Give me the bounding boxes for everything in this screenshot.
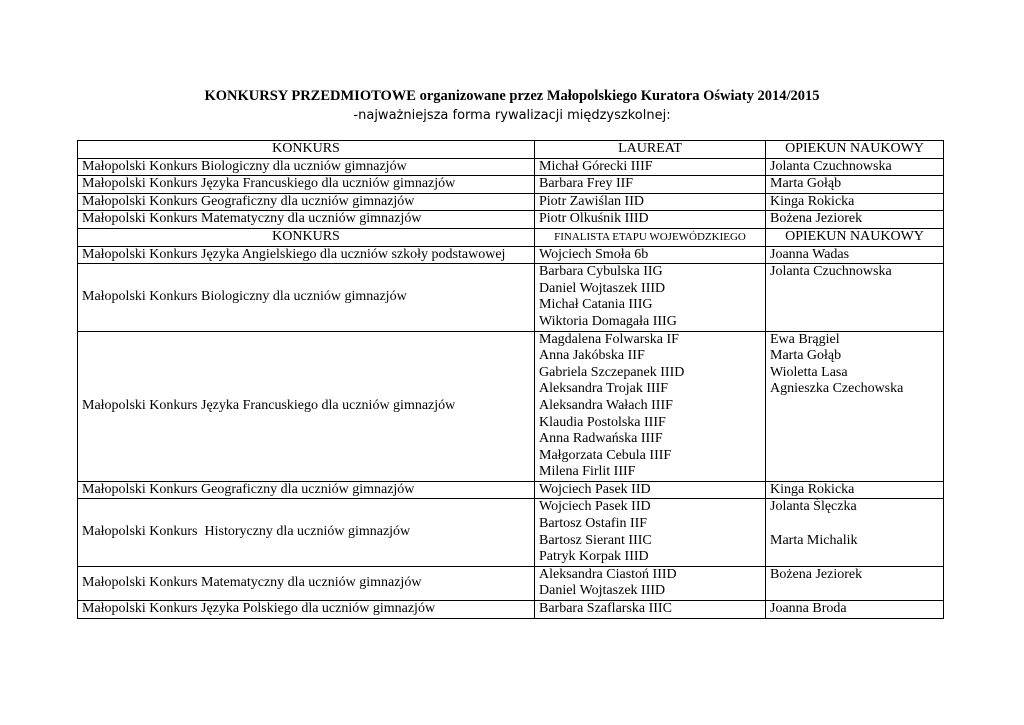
- student-cell: [535, 566, 766, 600]
- konkurs-cell: Małopolski Konkurs Języka Francuskiego dla uczniów gimnazjów: [78, 176, 535, 194]
- table-row: [78, 193, 944, 211]
- table-row: [78, 481, 944, 499]
- teacher-cell: [766, 566, 944, 600]
- konkurs-cell: Małopolski Konkurs Języka Angielskiego dla uczniów szkoły podstawowej: [78, 246, 535, 264]
- student-name: Anna Radwańska IIIF: [539, 431, 663, 447]
- student-cell: Wojciech Pasek IID: [535, 481, 766, 499]
- student-name: Daniel Wojtaszek IIID: [539, 280, 666, 296]
- student-name: Magdalena Folwarska IF: [539, 331, 679, 347]
- konkurs-cell: Małopolski Konkurs Matematyczny dla uczniów gimnazjów: [78, 211, 535, 229]
- teacher-cell: [766, 331, 944, 481]
- table-header-row: [78, 141, 944, 159]
- teacher-cell: Kinga Rokicka: [766, 481, 944, 499]
- document-title: KONKURSY PRZEDMIOTOWE organizowane przez Małopolskiego Kuratora Oświaty 2014/2015: [204, 88, 820, 104]
- konkurs-cell: Małopolski Konkurs Biologiczny dla uczniów gimnazjów: [78, 264, 535, 331]
- competitions-table: [77, 140, 944, 619]
- teacher-name: Marta Gołąb: [770, 348, 842, 364]
- student-name: Barbara Cybulska IIG: [539, 264, 663, 280]
- student-name: Wiktoria Domagała IIIG: [539, 313, 677, 329]
- teacher-name: Marta Michalik: [770, 532, 858, 548]
- student-name: Michał Catania IIIG: [539, 297, 653, 313]
- teacher-name: [770, 516, 939, 533]
- table-row: [78, 246, 944, 264]
- student-name: Aleksandra Wałach IIIF: [539, 397, 673, 413]
- student-name: Małgorzata Cebula IIIF: [539, 447, 672, 463]
- student-name: Klaudia Postolska IIIF: [539, 414, 666, 430]
- konkurs-cell: Małopolski Konkurs Języka Polskiego dla uczniów gimnazjów: [78, 601, 535, 619]
- student-cell: [535, 499, 766, 566]
- student-name: Wojciech Pasek IID: [539, 499, 651, 515]
- table-row: [78, 176, 944, 194]
- student-cell: Piotr Olkuśnik IIID: [535, 211, 766, 229]
- student-name: Patryk Korpak IIID: [539, 549, 649, 565]
- student-name: Bartosz Ostafin IIF: [539, 516, 648, 532]
- teacher-name: Jolanta Czuchnowska: [770, 264, 892, 280]
- konkurs-cell: Małopolski Konkurs Języka Francuskiego dla uczniów gimnazjów: [78, 331, 535, 481]
- teacher-cell: [766, 499, 944, 566]
- student-cell: [535, 331, 766, 481]
- teacher-name: Jolanta Ślęczka: [770, 499, 857, 515]
- table-row: [78, 566, 944, 600]
- teacher-cell: Kinga Rokicka: [766, 193, 944, 211]
- student-name: Milena Firlit IIIF: [539, 464, 636, 480]
- teacher-name: Agnieszka Czechowska: [770, 381, 904, 397]
- header-opiekun: OPIEKUN NAUKOWY: [766, 141, 944, 159]
- teacher-name: Bożena Jeziorek: [770, 566, 863, 582]
- student-cell: Barbara Frey IIF: [535, 176, 766, 194]
- teacher-name: Wioletta Lasa: [770, 364, 848, 380]
- student-cell: Piotr Zawiślan IID: [535, 193, 766, 211]
- header-konkurs: KONKURS: [78, 141, 535, 159]
- table-header-row: [78, 228, 944, 246]
- header-opiekun: OPIEKUN NAUKOWY: [766, 228, 944, 246]
- student-cell: Wojciech Smoła 6b: [535, 246, 766, 264]
- student-name: Bartosz Sierant IIIC: [539, 532, 652, 548]
- teacher-cell: Joanna Wadas: [766, 246, 944, 264]
- student-name: Aleksandra Trojak IIIF: [539, 381, 669, 397]
- teacher-cell: Bożena Jeziorek: [766, 211, 944, 229]
- document-subtitle: -najważniejsza forma rywalizacji międzyszkolnej:: [353, 108, 671, 123]
- table-row: [78, 601, 944, 619]
- table-row: [78, 331, 944, 481]
- table-row: [78, 158, 944, 176]
- konkurs-cell: Małopolski Konkurs Historyczny dla uczniów gimnazjów: [78, 499, 535, 566]
- student-name: Gabriela Szczepanek IIID: [539, 364, 685, 380]
- teacher-cell: Jolanta Czuchnowska: [766, 158, 944, 176]
- header-finalista: FINALISTA ETAPU WOJEWÓDZKIEGO: [535, 228, 766, 246]
- teacher-name: Ewa Brągiel: [770, 331, 840, 347]
- student-name: Anna Jakóbska IIF: [539, 348, 645, 364]
- student-cell: Michał Górecki IIIF: [535, 158, 766, 176]
- teacher-cell: Joanna Broda: [766, 601, 944, 619]
- teacher-cell: Marta Gołąb: [766, 176, 944, 194]
- student-name: Daniel Wojtaszek IIID: [539, 583, 666, 599]
- konkurs-cell: Małopolski Konkurs Matematyczny dla uczniów gimnazjów: [78, 566, 535, 600]
- konkurs-cell: Małopolski Konkurs Geograficzny dla uczniów gimnazjów: [78, 193, 535, 211]
- student-name: Aleksandra Ciastoń IIID: [539, 566, 677, 582]
- header-konkurs: KONKURS: [78, 228, 535, 246]
- konkurs-cell: Małopolski Konkurs Biologiczny dla uczniów gimnazjów: [78, 158, 535, 176]
- header-laureat: LAUREAT: [535, 141, 766, 159]
- teacher-cell: [766, 264, 944, 331]
- table-row: [78, 211, 944, 229]
- konkurs-cell: Małopolski Konkurs Geograficzny dla uczniów gimnazjów: [78, 481, 535, 499]
- student-cell: Barbara Szaflarska IIIC: [535, 601, 766, 619]
- table-row: [78, 264, 944, 331]
- student-cell: [535, 264, 766, 331]
- table-row: [78, 499, 944, 566]
